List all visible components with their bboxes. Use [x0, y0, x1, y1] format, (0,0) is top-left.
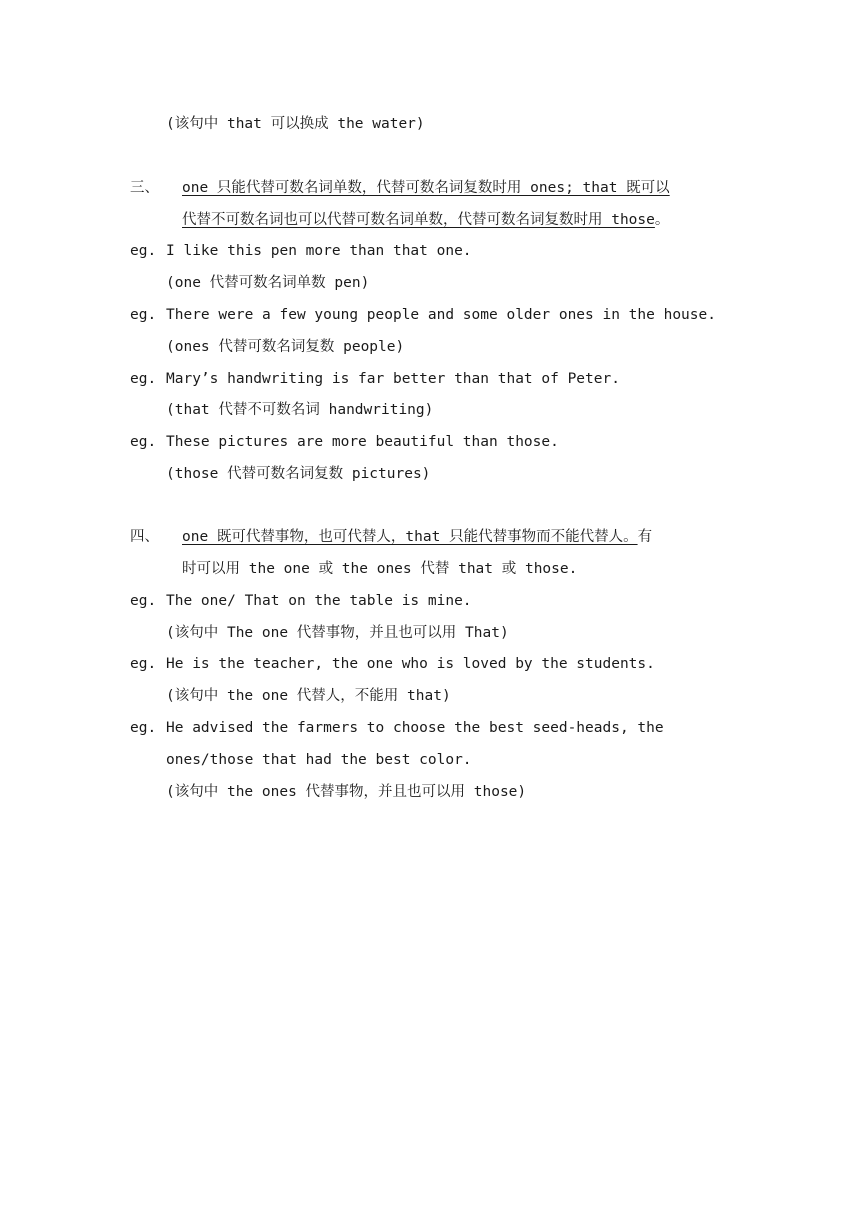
example-sentence: The one/ That on the table is mine. [166, 593, 472, 609]
example-sentence: There were a few young people and some older ones in the house. [166, 307, 716, 323]
example-sentence: He advised the farmers to choose the best seed-heads, the [166, 720, 664, 736]
example-label: eg. [130, 371, 157, 387]
section-3-heading-text-1: one 只能代替可数名词单数，代替可数名词复数时用 ones; that 既可以 [182, 180, 670, 196]
example-label: eg. [130, 434, 157, 450]
example-note: (those 代替可数名词复数 pictures) [166, 466, 431, 482]
example-sentence: He is the teacher, the one who is loved by the students. [166, 656, 655, 672]
section-4-heading-line-1 [182, 527, 652, 547]
example-note: (ones 代替可数名词复数 people) [166, 339, 405, 355]
example-label: eg. [130, 720, 157, 736]
section-3-heading-end: 。 [654, 212, 670, 228]
section-3-heading-line-1 [182, 178, 670, 198]
example-note: (that 代替不可数名词 handwriting) [166, 402, 434, 418]
example-label: eg. [130, 243, 157, 259]
example-note: (one 代替可数名词单数 pen) [166, 275, 370, 291]
section-4-heading-rest: 有 [637, 529, 653, 545]
example-label: eg. [130, 656, 157, 672]
example-note: (该句中 The one 代替事物，并且也可以用 That) [166, 625, 509, 641]
example-label: eg. [130, 307, 157, 323]
example-sentence: Mary’s handwriting is far better than that of Peter. [166, 371, 620, 387]
example-note: (该句中 the one 代替人，不能用 that) [166, 688, 451, 704]
section-4-heading-line-2: 时可以用 the one 或 the ones 代替 that 或 those. [182, 561, 578, 577]
section-3-marker: 三、 [130, 180, 159, 196]
example-sentence-continued: ones/those that had the best color. [166, 752, 472, 768]
example-label: eg. [130, 593, 157, 609]
section-3-heading-text-2: 代替不可数名词也可以代替可数名词单数，代替可数名词复数时用 those [182, 212, 655, 228]
example-sentence: I like this pen more than that one. [166, 243, 472, 259]
top-note: (该句中 that 可以换成 the water) [166, 116, 425, 132]
example-note: (该句中 the ones 代替事物，并且也可以用 those) [166, 784, 527, 800]
section-4-heading-underlined: one 既可代替事物，也可代替人，that 只能代替事物而不能代替人。 [182, 529, 638, 545]
section-3-heading-line-2 [182, 210, 669, 230]
example-sentence: These pictures are more beautiful than those. [166, 434, 559, 450]
section-4-marker: 四、 [130, 529, 159, 545]
